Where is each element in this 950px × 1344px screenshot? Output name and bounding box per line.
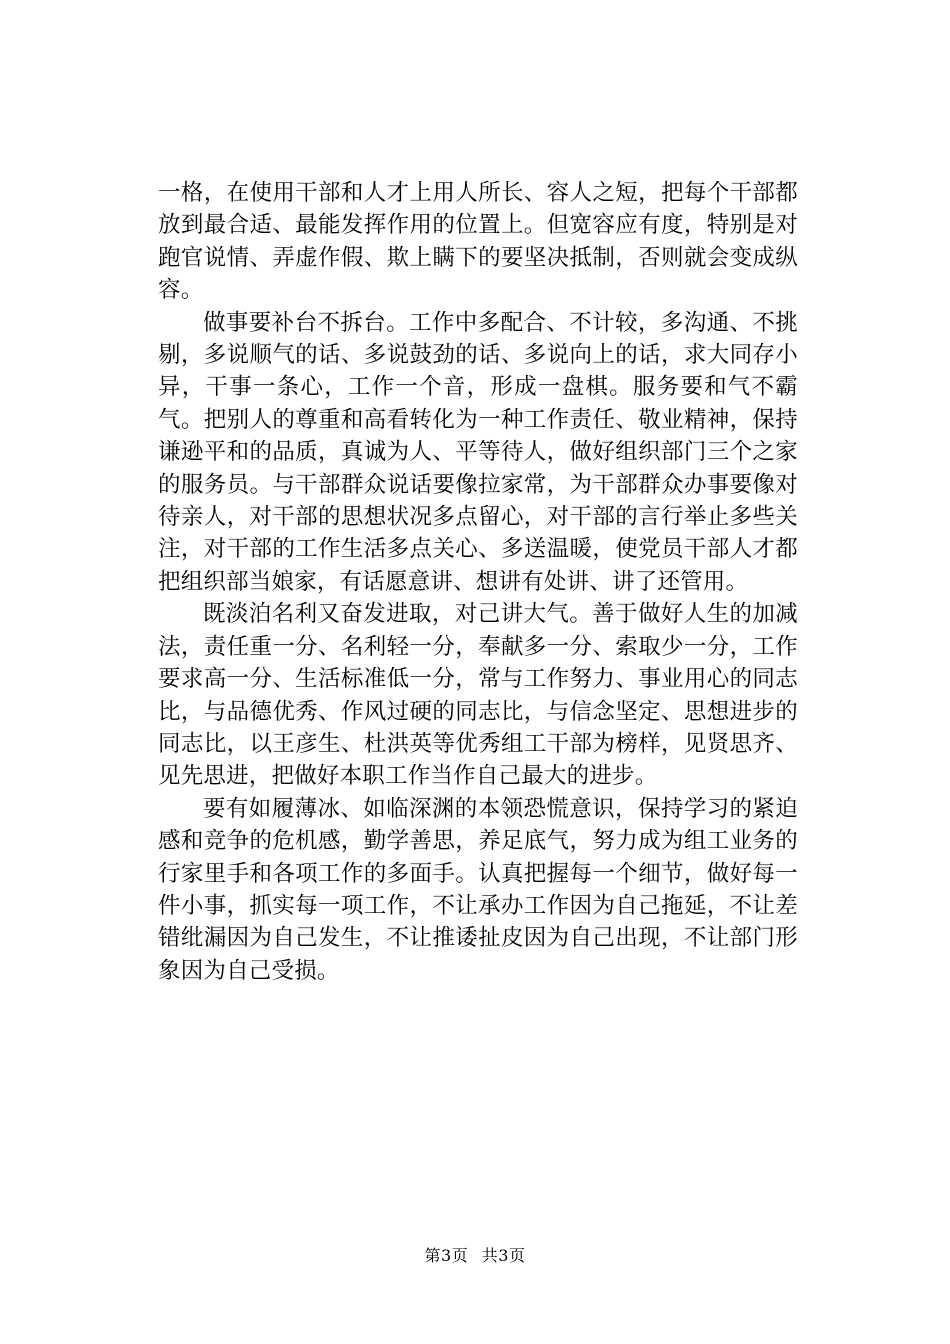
paragraph-continuation: 一格，在使用干部和人才上用人所长、容人之短，把每个干部都放到最合适、最能发挥作用的位置上。但宽容应有度，特别是对跑官说情、弄虚作假、欺上瞒下的要坚决抵制，否则就会变成纵容。 (158, 180, 798, 304)
paragraph-teamwork: 做事要补台不拆台。工作中多配合、不计较，多沟通、不挑剔，多说顺气的话、多说鼓劲的话、多说向上的话，求大同存小异，干事一条心，工作一个音，形成一盘棋。服务要和气不霸气。把别人的尊重和高看转化为一种工作责任、敬业精神，保持谦逊平和的品质，真诚为人、平等待人，做好组织部门三个之家的服务员。与干部群众说话要像拉家常，为干部群众办事要像对待亲人，对干部的思想状况多点留心，对干部的言行举止多些关注，对干部的工作生活多点关心、多送温暖，使党员干部人才都把组织部当娘家，有话愿意讲、想讲有处讲、讲了还管用。 (158, 309, 798, 595)
page-footer (0, 1246, 950, 1266)
current-page-number: 第3页 (424, 1246, 469, 1265)
document-body (158, 177, 798, 987)
paragraph-self-discipline: 既淡泊名利又奋发进取，对己讲大气。善于做好人生的加减法，责任重一分、名利轻一分，奉献多一分、索取少一分，工作要求高一分、生活标准低一分，常与工作努力、事业用心的同志比，与品德优秀、作风过硬的同志比，与信念坚定、思想进步的同志比，以王彦生、杜洪英等优秀组工干部为榜样，见贤思齐、见先思进，把做好本职工作当作自己最大的进步。 (158, 601, 798, 790)
paragraph-learning: 要有如履薄冰、如临深渊的本领恐慌意识，保持学习的紧迫感和竞争的危机感，勤学善思，养足底气，努力成为组工业务的行家里手和各项工作的多面手。认真把握每一个细节，做好每一件小事，抓实每一项工作，不让承办工作因为自己拖延，不让差错纰漏因为自己发生，不让推诿扯皮因为自己出现，不让部门形象因为自己受损。 (158, 795, 798, 984)
total-page-count: 共3页 (481, 1246, 526, 1265)
